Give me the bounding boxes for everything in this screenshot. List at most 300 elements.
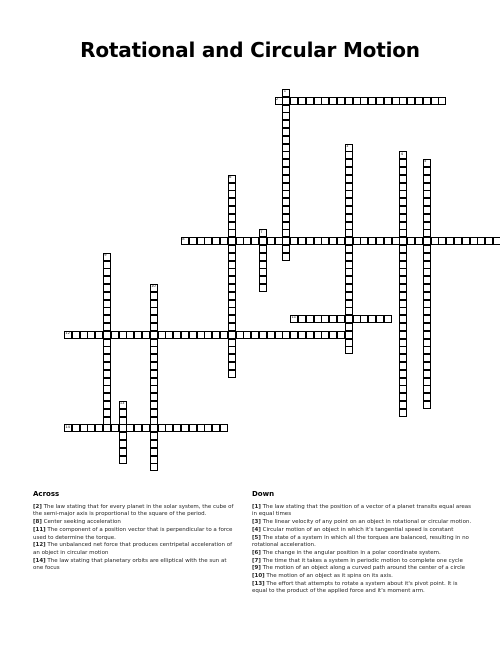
crossword-cell[interactable] xyxy=(321,331,329,339)
crossword-cell[interactable] xyxy=(399,393,407,401)
crossword-cell[interactable] xyxy=(103,253,111,261)
crossword-cell[interactable] xyxy=(228,307,236,315)
crossword-cell[interactable] xyxy=(470,237,478,245)
crossword-cell[interactable] xyxy=(345,167,353,175)
crossword-cell[interactable] xyxy=(329,97,337,105)
crossword-cell[interactable] xyxy=(337,97,345,105)
crossword-cell[interactable] xyxy=(345,253,353,261)
crossword-cell[interactable] xyxy=(306,237,314,245)
crossword-cell[interactable] xyxy=(150,323,158,331)
crossword-cell[interactable] xyxy=(353,237,361,245)
crossword-cell[interactable] xyxy=(189,237,197,245)
crossword-cell[interactable] xyxy=(454,237,462,245)
crossword-cell[interactable] xyxy=(345,276,353,284)
crossword-cell[interactable] xyxy=(103,276,111,284)
crossword-cell[interactable] xyxy=(399,409,407,417)
crossword-cell[interactable] xyxy=(103,339,111,347)
crossword-cell[interactable] xyxy=(290,237,298,245)
crossword-cell[interactable] xyxy=(150,456,158,464)
crossword-cell[interactable] xyxy=(119,409,127,417)
crossword-cell[interactable] xyxy=(493,237,500,245)
crossword-cell[interactable] xyxy=(204,331,212,339)
crossword-cell[interactable] xyxy=(134,331,142,339)
crossword-cell[interactable] xyxy=(275,97,283,105)
crossword-cell[interactable] xyxy=(119,331,127,339)
crossword-cell[interactable] xyxy=(150,463,158,471)
crossword-cell[interactable] xyxy=(423,237,431,245)
crossword-cell[interactable] xyxy=(282,97,290,105)
crossword-cell[interactable] xyxy=(399,198,407,206)
crossword-cell[interactable] xyxy=(376,237,384,245)
crossword-cell[interactable] xyxy=(275,331,283,339)
crossword-cell[interactable] xyxy=(399,206,407,214)
crossword-cell[interactable] xyxy=(103,362,111,370)
crossword-cell[interactable] xyxy=(228,268,236,276)
crossword-cell[interactable] xyxy=(103,346,111,354)
crossword-cell[interactable] xyxy=(407,97,415,105)
crossword-cell[interactable] xyxy=(103,331,111,339)
crossword-cell[interactable] xyxy=(95,424,103,432)
crossword-cell[interactable] xyxy=(423,284,431,292)
crossword-cell[interactable] xyxy=(181,331,189,339)
crossword-cell[interactable] xyxy=(306,97,314,105)
crossword-cell[interactable] xyxy=(103,354,111,362)
crossword-cell[interactable] xyxy=(360,237,368,245)
crossword-cell[interactable] xyxy=(423,261,431,269)
crossword-cell[interactable] xyxy=(119,424,127,432)
crossword-cell[interactable] xyxy=(228,331,236,339)
crossword-cell[interactable] xyxy=(150,362,158,370)
crossword-cell[interactable] xyxy=(282,198,290,206)
crossword-cell[interactable] xyxy=(282,167,290,175)
crossword-cell[interactable] xyxy=(337,315,345,323)
crossword-cell[interactable] xyxy=(80,424,88,432)
crossword-cell[interactable] xyxy=(423,331,431,339)
crossword-cell[interactable] xyxy=(368,237,376,245)
crossword-cell[interactable] xyxy=(228,362,236,370)
crossword-cell[interactable] xyxy=(438,97,446,105)
crossword-cell[interactable] xyxy=(399,175,407,183)
crossword-cell[interactable] xyxy=(212,237,220,245)
crossword-cell[interactable] xyxy=(282,245,290,253)
crossword-cell[interactable] xyxy=(150,409,158,417)
crossword-cell[interactable] xyxy=(87,331,95,339)
crossword-cell[interactable] xyxy=(423,385,431,393)
crossword-cell[interactable] xyxy=(399,276,407,284)
crossword-cell[interactable] xyxy=(228,292,236,300)
crossword-cell[interactable] xyxy=(103,284,111,292)
crossword-cell[interactable] xyxy=(228,214,236,222)
crossword-cell[interactable] xyxy=(345,284,353,292)
crossword-cell[interactable] xyxy=(337,237,345,245)
crossword-cell[interactable] xyxy=(165,331,173,339)
crossword-cell[interactable] xyxy=(119,456,127,464)
crossword-cell[interactable] xyxy=(399,214,407,222)
crossword-cell[interactable] xyxy=(423,183,431,191)
crossword-cell[interactable] xyxy=(399,323,407,331)
crossword-cell[interactable] xyxy=(423,190,431,198)
crossword-cell[interactable] xyxy=(423,393,431,401)
crossword-cell[interactable] xyxy=(150,440,158,448)
crossword-cell[interactable] xyxy=(423,198,431,206)
crossword-cell[interactable] xyxy=(399,190,407,198)
crossword-cell[interactable] xyxy=(423,159,431,167)
crossword-cell[interactable] xyxy=(423,268,431,276)
crossword-cell[interactable] xyxy=(306,331,314,339)
crossword-cell[interactable] xyxy=(228,346,236,354)
crossword-cell[interactable] xyxy=(298,331,306,339)
crossword-cell[interactable] xyxy=(119,432,127,440)
crossword-cell[interactable] xyxy=(345,292,353,300)
crossword-cell[interactable] xyxy=(399,370,407,378)
crossword-cell[interactable] xyxy=(399,307,407,315)
crossword-cell[interactable] xyxy=(407,237,415,245)
crossword-cell[interactable] xyxy=(353,97,361,105)
crossword-cell[interactable] xyxy=(103,315,111,323)
crossword-cell[interactable] xyxy=(345,346,353,354)
crossword-cell[interactable] xyxy=(423,229,431,237)
crossword-cell[interactable] xyxy=(314,237,322,245)
crossword-cell[interactable] xyxy=(275,237,283,245)
crossword-cell[interactable] xyxy=(282,183,290,191)
crossword-cell[interactable] xyxy=(228,245,236,253)
crossword-cell[interactable] xyxy=(236,331,244,339)
crossword-cell[interactable] xyxy=(314,331,322,339)
crossword-cell[interactable] xyxy=(345,300,353,308)
crossword-cell[interactable] xyxy=(103,323,111,331)
crossword-cell[interactable] xyxy=(321,97,329,105)
crossword-cell[interactable] xyxy=(181,424,189,432)
crossword-cell[interactable] xyxy=(423,401,431,409)
crossword-cell[interactable] xyxy=(173,424,181,432)
crossword-cell[interactable] xyxy=(103,300,111,308)
crossword-cell[interactable] xyxy=(399,229,407,237)
crossword-cell[interactable] xyxy=(126,331,134,339)
crossword-cell[interactable] xyxy=(384,97,392,105)
crossword-cell[interactable] xyxy=(329,237,337,245)
crossword-cell[interactable] xyxy=(150,339,158,347)
crossword-cell[interactable] xyxy=(345,144,353,152)
crossword-cell[interactable] xyxy=(119,440,127,448)
crossword-cell[interactable] xyxy=(243,237,251,245)
crossword-cell[interactable] xyxy=(165,424,173,432)
crossword-cell[interactable] xyxy=(150,346,158,354)
crossword-cell[interactable] xyxy=(228,370,236,378)
crossword-cell[interactable] xyxy=(103,393,111,401)
crossword-cell[interactable] xyxy=(259,253,267,261)
crossword-cell[interactable] xyxy=(314,315,322,323)
crossword-cell[interactable] xyxy=(259,237,267,245)
crossword-cell[interactable] xyxy=(282,151,290,159)
crossword-cell[interactable] xyxy=(126,424,134,432)
crossword-cell[interactable] xyxy=(423,206,431,214)
crossword-cell[interactable] xyxy=(150,448,158,456)
crossword-cell[interactable] xyxy=(345,331,353,339)
crossword-cell[interactable] xyxy=(119,401,127,409)
crossword-cell[interactable] xyxy=(345,323,353,331)
crossword-cell[interactable] xyxy=(103,417,111,425)
crossword-cell[interactable] xyxy=(462,237,470,245)
crossword-cell[interactable] xyxy=(259,261,267,269)
crossword-cell[interactable] xyxy=(251,237,259,245)
crossword-cell[interactable] xyxy=(345,159,353,167)
crossword-cell[interactable] xyxy=(298,97,306,105)
crossword-cell[interactable] xyxy=(282,112,290,120)
crossword-cell[interactable] xyxy=(282,214,290,222)
crossword-cell[interactable] xyxy=(150,385,158,393)
crossword-cell[interactable] xyxy=(345,245,353,253)
crossword-cell[interactable] xyxy=(150,417,158,425)
crossword-cell[interactable] xyxy=(64,331,72,339)
crossword-cell[interactable] xyxy=(399,331,407,339)
crossword-cell[interactable] xyxy=(150,378,158,386)
crossword-cell[interactable] xyxy=(87,424,95,432)
crossword-cell[interactable] xyxy=(228,276,236,284)
crossword-cell[interactable] xyxy=(368,315,376,323)
crossword-cell[interactable] xyxy=(399,167,407,175)
crossword-cell[interactable] xyxy=(368,97,376,105)
crossword-cell[interactable] xyxy=(415,237,423,245)
crossword-cell[interactable] xyxy=(282,206,290,214)
crossword-cell[interactable] xyxy=(345,261,353,269)
crossword-cell[interactable] xyxy=(282,237,290,245)
crossword-cell[interactable] xyxy=(345,237,353,245)
crossword-cell[interactable] xyxy=(181,237,189,245)
crossword-cell[interactable] xyxy=(173,331,181,339)
crossword-cell[interactable] xyxy=(228,198,236,206)
crossword-cell[interactable] xyxy=(259,276,267,284)
crossword-cell[interactable] xyxy=(446,237,454,245)
crossword-cell[interactable] xyxy=(103,268,111,276)
crossword-cell[interactable] xyxy=(259,284,267,292)
crossword-cell[interactable] xyxy=(298,237,306,245)
crossword-cell[interactable] xyxy=(142,424,150,432)
crossword-cell[interactable] xyxy=(150,284,158,292)
crossword-cell[interactable] xyxy=(423,292,431,300)
crossword-cell[interactable] xyxy=(329,331,337,339)
crossword-cell[interactable] xyxy=(345,151,353,159)
crossword-cell[interactable] xyxy=(345,175,353,183)
crossword-cell[interactable] xyxy=(290,97,298,105)
crossword-cell[interactable] xyxy=(80,331,88,339)
crossword-cell[interactable] xyxy=(150,292,158,300)
crossword-cell[interactable] xyxy=(197,331,205,339)
crossword-cell[interactable] xyxy=(228,339,236,347)
crossword-cell[interactable] xyxy=(423,346,431,354)
crossword-cell[interactable] xyxy=(150,331,158,339)
crossword-cell[interactable] xyxy=(150,300,158,308)
crossword-cell[interactable] xyxy=(212,331,220,339)
crossword-cell[interactable] xyxy=(423,214,431,222)
crossword-cell[interactable] xyxy=(321,315,329,323)
crossword-cell[interactable] xyxy=(150,424,158,432)
crossword-cell[interactable] xyxy=(438,237,446,245)
crossword-cell[interactable] xyxy=(399,261,407,269)
crossword-cell[interactable] xyxy=(282,105,290,113)
crossword-cell[interactable] xyxy=(314,97,322,105)
crossword-cell[interactable] xyxy=(423,167,431,175)
crossword-cell[interactable] xyxy=(376,315,384,323)
crossword-cell[interactable] xyxy=(150,370,158,378)
crossword-cell[interactable] xyxy=(119,417,127,425)
crossword-cell[interactable] xyxy=(337,331,345,339)
crossword-cell[interactable] xyxy=(290,331,298,339)
crossword-cell[interactable] xyxy=(228,300,236,308)
crossword-cell[interactable] xyxy=(423,354,431,362)
crossword-cell[interactable] xyxy=(103,401,111,409)
crossword-cell[interactable] xyxy=(259,268,267,276)
crossword-cell[interactable] xyxy=(477,237,485,245)
crossword-cell[interactable] xyxy=(423,378,431,386)
crossword-cell[interactable] xyxy=(353,315,361,323)
crossword-cell[interactable] xyxy=(251,331,259,339)
crossword-cell[interactable] xyxy=(423,300,431,308)
crossword-cell[interactable] xyxy=(345,97,353,105)
crossword-cell[interactable] xyxy=(103,378,111,386)
crossword-cell[interactable] xyxy=(259,229,267,237)
crossword-cell[interactable] xyxy=(212,424,220,432)
crossword-cell[interactable] xyxy=(423,370,431,378)
crossword-cell[interactable] xyxy=(423,276,431,284)
crossword-cell[interactable] xyxy=(228,237,236,245)
crossword-cell[interactable] xyxy=(329,315,337,323)
crossword-cell[interactable] xyxy=(197,237,205,245)
crossword-cell[interactable] xyxy=(150,432,158,440)
crossword-cell[interactable] xyxy=(321,237,329,245)
crossword-cell[interactable] xyxy=(384,237,392,245)
crossword-cell[interactable] xyxy=(64,424,72,432)
crossword-cell[interactable] xyxy=(485,237,493,245)
crossword-cell[interactable] xyxy=(345,214,353,222)
crossword-cell[interactable] xyxy=(95,331,103,339)
crossword-cell[interactable] xyxy=(399,354,407,362)
crossword-cell[interactable] xyxy=(142,331,150,339)
crossword-cell[interactable] xyxy=(282,229,290,237)
crossword-cell[interactable] xyxy=(423,245,431,253)
crossword-cell[interactable] xyxy=(345,307,353,315)
crossword-cell[interactable] xyxy=(399,362,407,370)
crossword-cell[interactable] xyxy=(72,331,80,339)
crossword-cell[interactable] xyxy=(282,120,290,128)
crossword-cell[interactable] xyxy=(220,237,228,245)
crossword-cell[interactable] xyxy=(399,292,407,300)
crossword-cell[interactable] xyxy=(267,331,275,339)
crossword-cell[interactable] xyxy=(111,424,119,432)
crossword-cell[interactable] xyxy=(150,315,158,323)
crossword-cell[interactable] xyxy=(119,448,127,456)
crossword-cell[interactable] xyxy=(399,300,407,308)
crossword-cell[interactable] xyxy=(290,315,298,323)
crossword-cell[interactable] xyxy=(345,206,353,214)
crossword-cell[interactable] xyxy=(399,237,407,245)
crossword-cell[interactable] xyxy=(399,385,407,393)
crossword-cell[interactable] xyxy=(306,315,314,323)
crossword-cell[interactable] xyxy=(150,393,158,401)
crossword-cell[interactable] xyxy=(282,331,290,339)
crossword-cell[interactable] xyxy=(399,222,407,230)
crossword-cell[interactable] xyxy=(158,424,166,432)
crossword-cell[interactable] xyxy=(399,346,407,354)
crossword-cell[interactable] xyxy=(228,284,236,292)
crossword-cell[interactable] xyxy=(282,222,290,230)
crossword-cell[interactable] xyxy=(259,245,267,253)
crossword-cell[interactable] xyxy=(228,222,236,230)
crossword-cell[interactable] xyxy=(189,331,197,339)
crossword-cell[interactable] xyxy=(345,190,353,198)
crossword-cell[interactable] xyxy=(423,307,431,315)
crossword-cell[interactable] xyxy=(392,237,400,245)
crossword-cell[interactable] xyxy=(158,331,166,339)
crossword-cell[interactable] xyxy=(72,424,80,432)
crossword-cell[interactable] xyxy=(345,183,353,191)
crossword-cell[interactable] xyxy=(103,424,111,432)
crossword-cell[interactable] xyxy=(399,401,407,409)
crossword-cell[interactable] xyxy=(423,222,431,230)
crossword-cell[interactable] xyxy=(220,424,228,432)
crossword-cell[interactable] xyxy=(103,261,111,269)
crossword-cell[interactable] xyxy=(345,222,353,230)
crossword-cell[interactable] xyxy=(282,190,290,198)
crossword-cell[interactable] xyxy=(399,97,407,105)
crossword-cell[interactable] xyxy=(392,97,400,105)
crossword-cell[interactable] xyxy=(228,261,236,269)
crossword-cell[interactable] xyxy=(150,401,158,409)
crossword-cell[interactable] xyxy=(345,268,353,276)
crossword-cell[interactable] xyxy=(111,331,119,339)
crossword-cell[interactable] xyxy=(204,424,212,432)
crossword-cell[interactable] xyxy=(228,175,236,183)
crossword-cell[interactable] xyxy=(150,307,158,315)
crossword-cell[interactable] xyxy=(423,315,431,323)
crossword-cell[interactable] xyxy=(399,245,407,253)
crossword-cell[interactable] xyxy=(360,315,368,323)
crossword-cell[interactable] xyxy=(103,385,111,393)
crossword-cell[interactable] xyxy=(423,97,431,105)
crossword-cell[interactable] xyxy=(236,237,244,245)
crossword-cell[interactable] xyxy=(399,339,407,347)
crossword-cell[interactable] xyxy=(220,331,228,339)
crossword-cell[interactable] xyxy=(431,237,439,245)
crossword-cell[interactable] xyxy=(282,128,290,136)
crossword-cell[interactable] xyxy=(228,229,236,237)
crossword-cell[interactable] xyxy=(228,206,236,214)
crossword-cell[interactable] xyxy=(243,331,251,339)
crossword-cell[interactable] xyxy=(345,198,353,206)
crossword-cell[interactable] xyxy=(423,253,431,261)
crossword-cell[interactable] xyxy=(228,315,236,323)
crossword-cell[interactable] xyxy=(282,253,290,261)
crossword-cell[interactable] xyxy=(415,97,423,105)
crossword-cell[interactable] xyxy=(399,151,407,159)
crossword-cell[interactable] xyxy=(134,424,142,432)
crossword-cell[interactable] xyxy=(399,159,407,167)
crossword-cell[interactable] xyxy=(282,144,290,152)
crossword-cell[interactable] xyxy=(259,331,267,339)
crossword-cell[interactable] xyxy=(197,424,205,432)
crossword-cell[interactable] xyxy=(228,323,236,331)
crossword-cell[interactable] xyxy=(267,237,275,245)
crossword-cell[interactable] xyxy=(298,315,306,323)
crossword-cell[interactable] xyxy=(282,159,290,167)
crossword-cell[interactable] xyxy=(204,237,212,245)
crossword-cell[interactable] xyxy=(189,424,197,432)
crossword-cell[interactable] xyxy=(399,284,407,292)
crossword-cell[interactable] xyxy=(399,378,407,386)
crossword-cell[interactable] xyxy=(282,136,290,144)
crossword-cell[interactable] xyxy=(431,97,439,105)
crossword-cell[interactable] xyxy=(345,339,353,347)
crossword-cell[interactable] xyxy=(399,253,407,261)
